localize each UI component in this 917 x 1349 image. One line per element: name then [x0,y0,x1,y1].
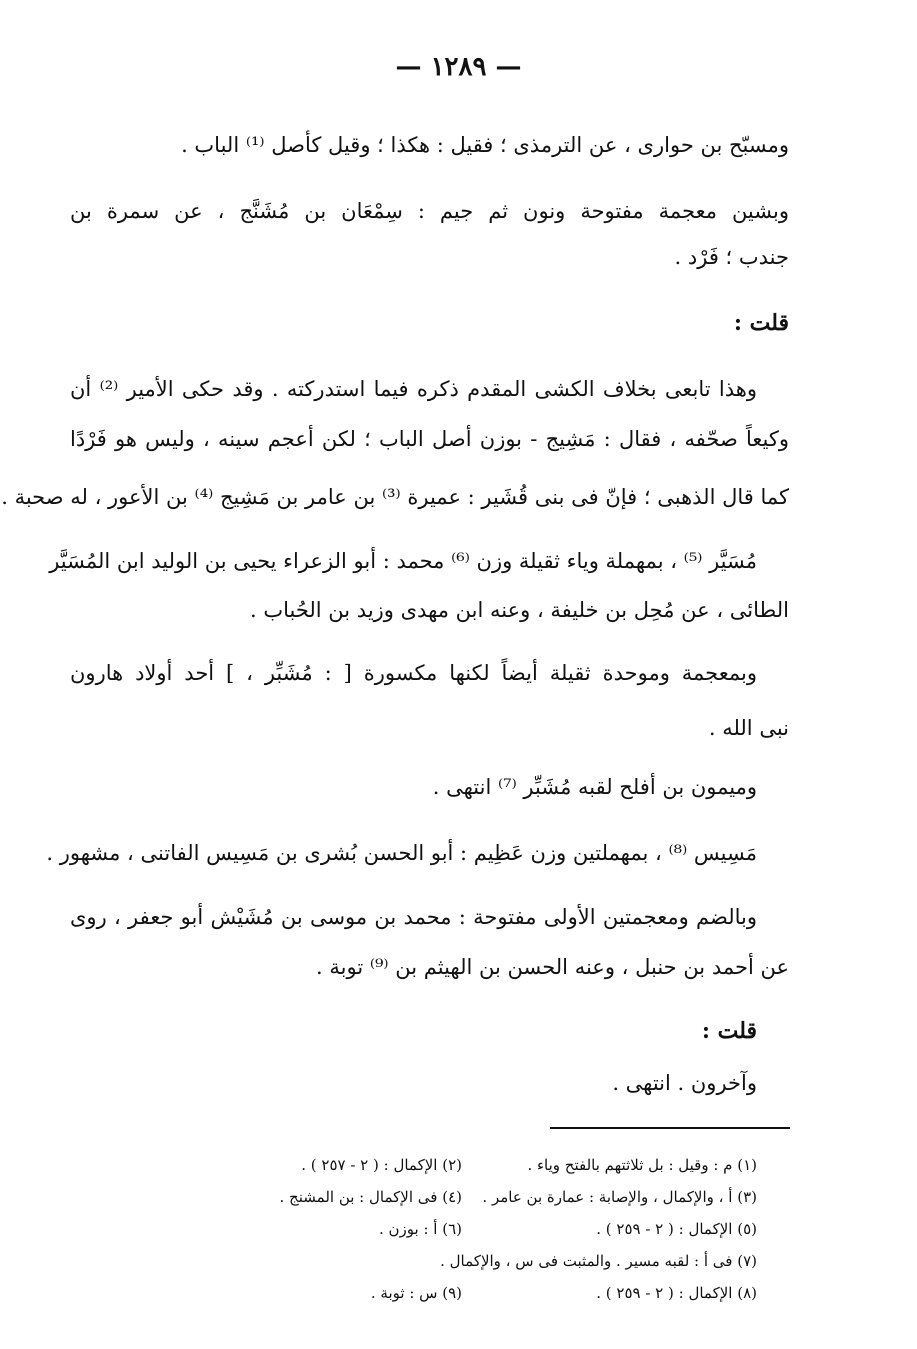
text-line: مَسِيس ⁽⁸⁾ ، بمهملتين وزن عَظِيم : أبو الحسن بُشرى بن مَسِيس الفاتنى ، مشهور . [46,841,757,865]
footnote: (٤) فى الإكمال : بن المشنج . [279,1188,462,1206]
page-number: — ١٢٨٩ — [395,52,522,82]
footnote: (٨) الإكمال : ( ٢ - ٢٥٩ ) . [596,1284,757,1302]
text-line: عن أحمد بن حنبل ، وعنه الحسن بن الهيثم بن ⁽⁹⁾ توبة . [316,955,789,979]
footnote-row [140,1154,757,1176]
text-line: وآخرون . انتهى . [612,1071,757,1095]
footnote: (٩) س : ثوبة . [370,1284,462,1302]
footnote: (٢) الإكمال : ( ٢ - ٢٥٧ ) . [301,1156,462,1174]
footnote-row [140,1282,757,1304]
text-line: وبالضم ومعجمتين الأولى مفتوحة : محمد بن موسى بن مُشَيْش أبو جعفر ، روى [70,905,757,929]
text-line: جندب ؛ فَرْد . [674,245,789,269]
text-line: الطائى ، عن مُحِل بن خليفة ، وعنه ابن مهدى وزيد بن الحُباب . [249,598,789,622]
section-heading: قلت : [733,310,789,336]
footnote: (٣) أ ، والإكمال ، والإصابة : عمارة بن عامر . [482,1188,757,1206]
footnote: (٥) الإكمال : ( ٢ - ٢٥٩ ) . [596,1220,757,1238]
footnote: (٦) أ : بوزن . [378,1220,462,1238]
text-line: وهذا تابعى بخلاف الكشى المقدم ذكره فيما استدركته . وقد حكى الأمير ⁽²⁾ أن [70,377,757,401]
text-line: مُسَيَّر ⁽⁵⁾ ، بمهملة وياء ثقيلة وزن ⁽⁶⁾ محمد : أبو الزعراء يحيى بن الوليد ابن المُسَيَّر [49,549,757,573]
text-line: وميمون بن أفلح لقبه مُشَبِّر ⁽⁷⁾ انتهى . [432,775,757,799]
text-line: وبشين معجمة مفتوحة ونون ثم جيم : سِمْعَان بن مُشَنَّج ، عن سمرة بن [70,199,789,223]
footnote-row [140,1186,757,1208]
text-line: نبى الله . [708,716,789,740]
footnote-divider [550,1127,790,1129]
text-line: ومسبّح بن حوارى ، عن الترمذى ؛ فقيل : هكذا ؛ وقيل كأصل ⁽¹⁾ الباب . [181,133,789,157]
footnote-row [140,1250,757,1272]
text-line: وبمعجمة وموحدة ثقيلة أيضاً لكنها مكسورة [ : مُشَبِّر ، ] أحد أولاد هارون [70,661,757,685]
section-heading: قلت : [701,1018,757,1044]
footnote: (٧) فى أ : لقبه مسير . والمثبت فى س ، والإكمال . [440,1252,757,1270]
text-line: وكيعاً صحّفه ، فقال : مَشِيج - بوزن أصل الباب ؛ لكن أعجم سينه ، وليس هو فَرْدًا [70,427,789,451]
footnote: (١) م : وقيل : بل ثلاثتهم بالفتح وياء . [527,1156,757,1174]
text-line: كما قال الذهبى ؛ فإنّ فى بنى قُشَير : عميرة ⁽³⁾ بن عامر بن مَشِيج ⁽⁴⁾ بن الأعور ، له صحبة . [1,485,789,509]
footnote-row [140,1218,757,1240]
